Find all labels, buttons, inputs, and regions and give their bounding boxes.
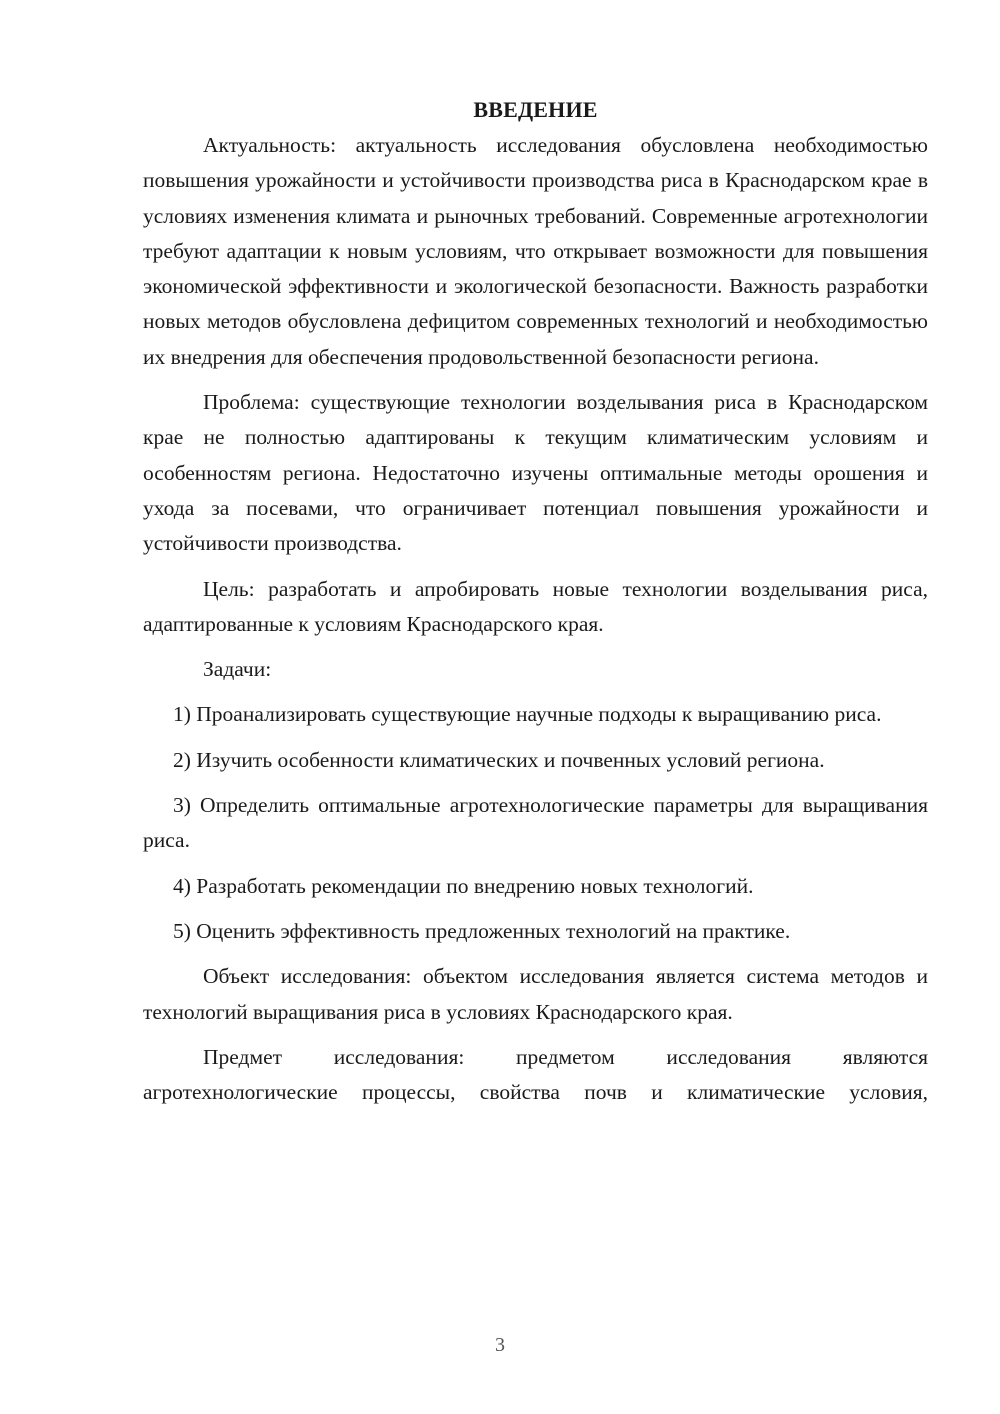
page-number: 3 <box>495 1334 505 1356</box>
task-item-3: 3) Определить оптимальные агротехнологические параметры для выращивания риса. <box>143 793 928 853</box>
task-item-5: 5) Оценить эффективность предложенных технологий на практике. <box>173 918 791 943</box>
paragraph-goal: Цель: разработать и апробировать новые технологии возделывания риса, адаптированные к условиям Краснодарского края. <box>143 576 928 636</box>
paragraph-subject: Предмет исследования: предметом исследования являются агротехнологические процессы, свойства почв и климатические условия, <box>143 1044 928 1105</box>
task-item-4: 4) Разработать рекомендации по внедрению новых технологий. <box>173 873 754 898</box>
paragraph-relevance: Актуальность: актуальность исследования обусловлена необходимостью повышения урожайности и устойчивости производства риса в Краснодарском крае в условиях изменения климата и рыночных требований. Современные агротехнологии требуют адаптации к новым условиям, что открывает возможности для повышения экономической эффективности и экологической безопасности. Важность разработки новых методов обусловлена дефицитом современных технологий и необходимостью их внедрения для обеспечения продовольственной безопасности региона. <box>143 133 928 369</box>
paragraph-object: Объект исследования: объектом исследования является система методов и технологий выращивания риса в условиях Краснодарского края. <box>143 964 928 1024</box>
task-item-2: 2) Изучить особенности климатических и почвенных условий региона. <box>173 747 825 772</box>
document-page <box>143 92 928 1110</box>
paragraph-problem: Проблема: существующие технологии возделывания риса в Краснодарском крае не полностью адаптированы к текущим климатическим условиям и особенностям региона. Недостаточно изучены оптимальные методы орошения и ухода за посевами, что ограничивает потенциал повышения урожайности и устойчивости производства. <box>143 390 928 556</box>
section-title: ВВЕДЕНИЕ <box>473 97 598 122</box>
tasks-heading: Задачи: <box>203 657 272 682</box>
task-item-1: 1) Проанализировать существующие научные подходы к выращиванию риса. <box>173 702 882 727</box>
